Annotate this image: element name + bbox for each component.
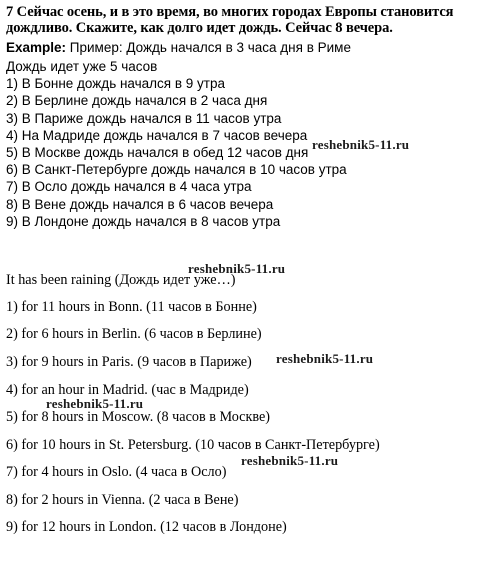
ru-item-4: 4) На Мадриде дождь начался в 7 часов вечера <box>6 127 308 143</box>
example-line <box>6 40 351 56</box>
example-text: Пример: Дождь начался в 3 часа дня в Риме <box>66 40 351 55</box>
answers-intro: It has been raining (Дождь идет уже…) <box>6 272 236 288</box>
answer-item-6: 6) for 10 hours in St. Petersburg. (10 часов в Санкт-Петербурге) <box>6 437 380 453</box>
example-label: Example: <box>6 40 67 55</box>
heading-line-1: 7 Сейчас осень, и в это время, во многих городах Европы становится <box>6 4 454 20</box>
exercise-heading <box>6 4 494 36</box>
ru-item-7: 7) В Осло дождь начался в 4 часа утра <box>6 179 252 195</box>
ru-item-2: 2) В Берлине дождь начался в 2 часа дня <box>6 93 268 109</box>
answer-item-5: 5) for 8 hours in Moscow. (8 часов в Москве) <box>6 409 271 425</box>
russian-prompt-list <box>6 58 347 230</box>
heading-line-2: дождливо. Скажите, как долго идет дождь. Сейчас 8 вечера. <box>6 20 393 36</box>
watermark-4: reshebnik5-11.ru <box>46 396 144 411</box>
answer-item-3: 3) for 9 hours in Paris. (9 часов в Париже) <box>6 354 252 370</box>
ru-item-5: 5) В Москве дождь начался в обед 12 часов дня <box>6 145 309 161</box>
answer-item-7: 7) for 4 hours in Oslo. (4 часа в Осло) <box>6 464 227 480</box>
answer-item-9: 9) for 12 hours in London. (12 часов в Лондоне) <box>6 519 287 535</box>
watermark-1: reshebnik5-11.ru <box>312 137 410 152</box>
answer-item-8: 8) for 2 hours in Vienna. (2 часа в Вене) <box>6 492 239 508</box>
ru-item-1: 1) В Бонне дождь начался в 9 утра <box>6 76 225 92</box>
watermark-3: reshebnik5-11.ru <box>276 351 374 366</box>
ru-item-3: 3) В Париже дождь начался в 11 часов утра <box>6 110 282 126</box>
ru-item-8: 8) В Вене дождь начался в 6 часов вечера <box>6 196 274 212</box>
example-answer: Дождь идет уже 5 часов <box>6 59 158 74</box>
ru-item-6: 6) В Санкт-Петербурге дождь начался в 10 часов утра <box>6 162 347 178</box>
answer-item-1: 1) for 11 hours in Bonn. (11 часов в Бонне) <box>6 299 257 315</box>
answer-item-4: 4) for an hour in Madrid. (час в Мадриде) <box>6 382 249 398</box>
watermark-2: reshebnik5-11.ru <box>188 261 286 276</box>
ru-item-9: 9) В Лондоне дождь начался в 8 часов утра <box>6 213 281 229</box>
watermark-5: reshebnik5-11.ru <box>241 453 339 468</box>
answer-item-2: 2) for 6 hours in Berlin. (6 часов в Берлине) <box>6 326 262 342</box>
